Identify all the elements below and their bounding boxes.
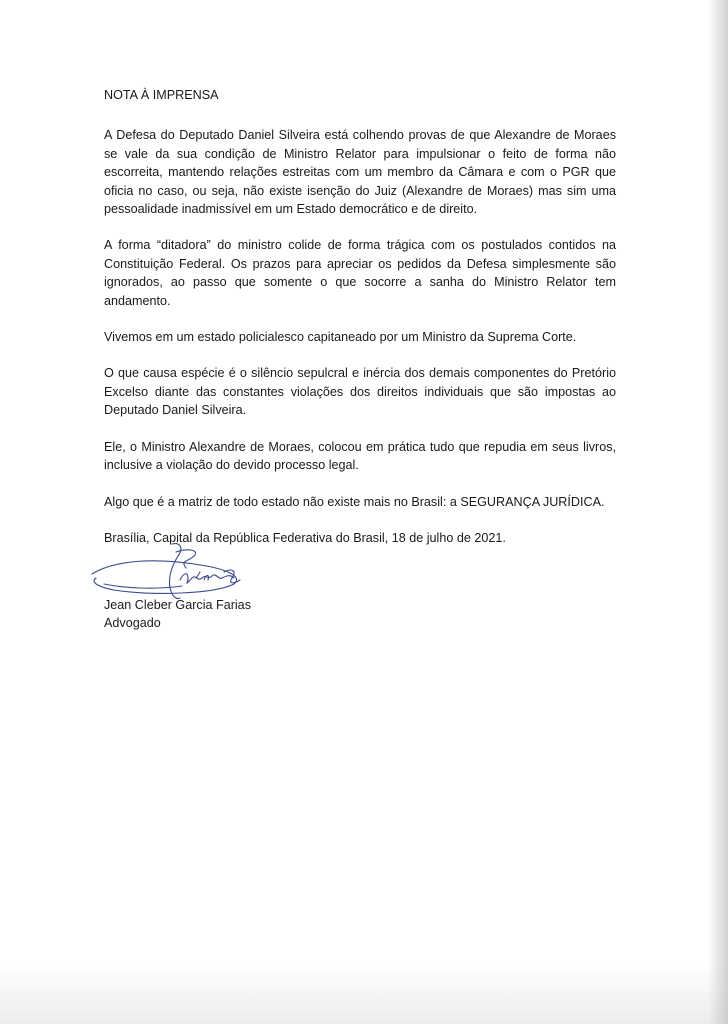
paragraph-defense-evidence: A Defesa do Deputado Daniel Silveira está colhendo provas de que Alexandre de Moraes se vale da sua condição de Ministro Relator para impulsionar o feito de forma não escorreita, mantendo relações estreitas com um membro da Câmara e com o PGR que oficia no caso, ou seja, não existe isenção do Juiz (Alexandre de Moraes) mas sim uma pessoalidade inadmissível em um Estado democrático e de direito. — [104, 128, 616, 217]
press-note-document — [104, 86, 616, 547]
paragraph-due-process: Ele, o Ministro Alexandre de Moraes, colocou em prática tudo que repudia em seus livros, inclusive a violação do devido processo legal. — [104, 439, 616, 473]
paragraph-dictatorial-form: A forma “ditadora” do ministro colide de forma trágica com os postulados contidos na Constituição Federal. Os prazos para apreciar os pedidos da Defesa simplesmente são ignorados, ao passo que somente o que socorre a sanha do Ministro Relator tem andamento. — [104, 238, 616, 308]
signatory-name: Jean Cleber Garcia Farias — [104, 598, 251, 612]
paragraph-legal-security: Algo que é a matriz de todo estado não existe mais no Brasil: a SEGURANÇA JURÍDICA. — [104, 494, 605, 509]
paragraph-police-state: Vivemos em um estado policialesco capitaneado por um Ministro da Suprema Corte. — [104, 330, 577, 345]
date-line: Brasília, Capital da República Federativa do Brasil, 18 de julho de 2021. — [104, 530, 506, 545]
signatory-role: Advogado — [104, 616, 161, 630]
paragraph-silence-of-court: O que causa espécie é o silêncio sepulcral e inércia dos demais componentes do Pretório Excelso diante das constantes violações dos direitos individuais que são impostas ao Deputado Daniel Silveira. — [104, 366, 616, 418]
page-edge-shadow — [708, 0, 728, 1024]
document-heading: NOTA À IMPRENSA — [104, 88, 219, 102]
page-bottom-shadow — [0, 964, 728, 1024]
